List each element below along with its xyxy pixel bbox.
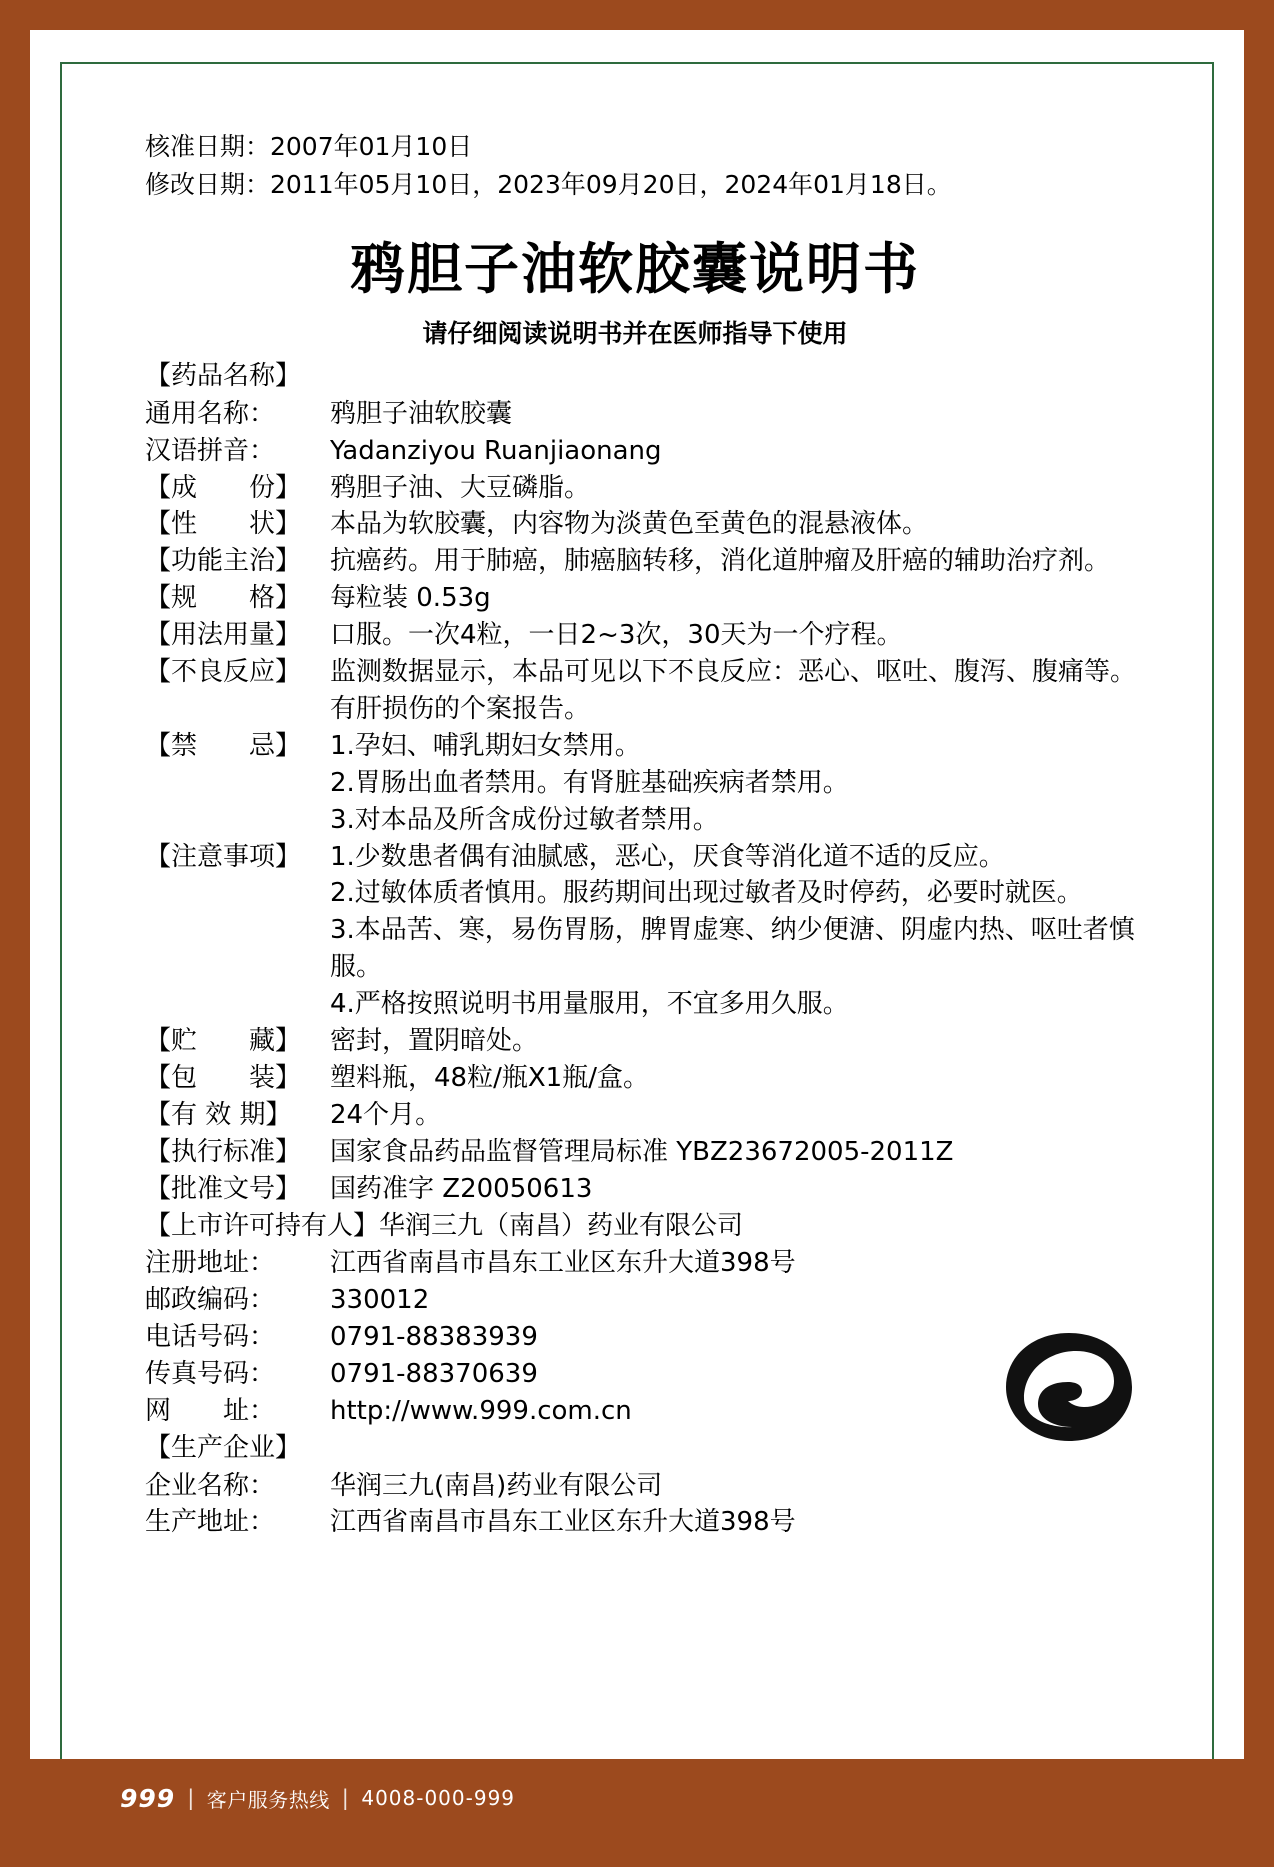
value-packaging: 塑料瓶，48粒/瓶X1瓶/盒。	[330, 1063, 649, 1093]
label-website: 网 址：	[145, 1395, 276, 1426]
footer-bar	[30, 1759, 1244, 1837]
label-contraindications: 【禁 忌】	[145, 730, 302, 761]
section-precautions	[145, 839, 1145, 1024]
value-contraindications	[330, 728, 1145, 839]
value-specification: 每粒装 0.53g	[330, 583, 491, 614]
value-approval-number: 国药准字 Z20050613	[330, 1173, 593, 1204]
value-storage: 密封，置阴暗处。	[330, 1026, 539, 1057]
precaution-item: 1.少数患者偶有油腻感，恶心，厌食等消化道不适的反应。	[330, 841, 1005, 872]
section-drug-name-heading: 【药品名称】	[145, 361, 302, 391]
footer-hotline-label: 客户服务热线	[206, 1787, 330, 1812]
label-approval-number: 【批准文号】	[145, 1173, 302, 1204]
footer-hotline-number: 4008-000-999	[361, 1786, 516, 1810]
label-dosage: 【用法用量】	[145, 620, 302, 651]
precaution-item: 3.本品苦、寒，易伤胃肠，脾胃虚寒、纳少便溏、阴虚内热、呕吐者慎服。	[330, 915, 1135, 983]
value-fax: 0791-88370639	[330, 1359, 538, 1390]
contraindication-item: 2.胃肠出血者禁用。有肾脏基础疾病者禁用。	[330, 767, 849, 798]
value-pinyin: Yadanziyou Ruanjiaonang	[330, 435, 662, 466]
footer-separator-2: |	[341, 1786, 350, 1810]
section-adverse-reactions	[145, 654, 1145, 728]
footer-brand: 999	[120, 1783, 176, 1813]
label-generic-name: 通用名称：	[145, 398, 276, 429]
value-appearance: 本品为软胶囊，内容物为淡黄色至黄色的混悬液体。	[330, 509, 929, 540]
contraindication-item: 3.对本品及所含成份过敏者禁用。	[330, 804, 719, 835]
value-ingredients: 鸦胆子油、大豆磷脂。	[330, 472, 591, 503]
label-adverse-reactions: 【不良反应】	[145, 657, 302, 688]
label-registered-address: 注册地址：	[145, 1248, 276, 1279]
label-packaging: 【包 装】	[145, 1063, 302, 1093]
revision-date: 修改日期：2011年05月10日，2023年09月20日，2024年01月18日。	[145, 169, 952, 199]
section-appearance	[145, 506, 1145, 543]
section-ingredients	[145, 470, 1145, 507]
contraindication-item: 1.孕妇、哺乳期妇女禁用。	[330, 730, 641, 761]
value-phone: 0791-88383939	[330, 1322, 538, 1353]
label-storage: 【贮 藏】	[145, 1026, 302, 1057]
value-company-name: 华润三九(南昌)药业有限公司	[330, 1470, 663, 1501]
value-dosage: 口服。一次4粒，一日2~3次，30天为一个疗程。	[330, 620, 903, 651]
section-shelf-life	[145, 1097, 1145, 1134]
value-generic-name: 鸦胆子油软胶囊	[330, 398, 513, 429]
value-production-address: 江西省南昌市昌东工业区东升大道398号	[330, 1507, 796, 1538]
label-shelf-life: 【有 效 期】	[145, 1099, 292, 1130]
label-ingredients: 【成 份】	[145, 472, 302, 503]
contact-postal-code	[145, 1282, 1145, 1319]
precaution-item: 4.严格按照说明书用量服用，不宜多用久服。	[330, 989, 849, 1020]
section-standard	[145, 1134, 1145, 1171]
section-specification	[145, 580, 1145, 617]
label-company-name: 企业名称：	[145, 1470, 276, 1501]
section-storage	[145, 1023, 1145, 1060]
section-generic-name	[145, 396, 1145, 433]
section-approval-number	[145, 1171, 1145, 1208]
manufacturer-production-address	[145, 1504, 1145, 1541]
page-subtitle: 请仔细阅读说明书并在医师指导下使用	[422, 319, 848, 348]
section-dosage	[145, 617, 1145, 654]
manufacturer-company-name	[145, 1468, 1145, 1505]
section-pinyin	[145, 433, 1145, 470]
footer-content	[120, 1759, 515, 1837]
label-precautions: 【注意事项】	[145, 841, 302, 872]
value-adverse-reactions: 监测数据显示，本品可见以下不良反应：恶心、呕吐、腹泻、腹痛等。有肝损伤的个案报告。	[330, 657, 1137, 724]
label-postal-code: 邮政编码：	[145, 1285, 276, 1316]
label-appearance: 【性 状】	[145, 509, 302, 540]
section-manufacturer-heading: 【生产企业】	[145, 1432, 302, 1463]
section-marketing-holder: 【上市许可持有人】华润三九（南昌）药业有限公司	[145, 1210, 744, 1241]
value-shelf-life: 24个月。	[330, 1099, 442, 1130]
precaution-item: 2.过敏体质者慎用。服药期间出现过敏者及时停药，必要时就医。	[330, 878, 1083, 909]
label-pinyin: 汉语拼音：	[145, 435, 276, 466]
page-title: 鸦胆子油软胶囊说明书	[349, 237, 920, 301]
value-precautions	[330, 839, 1145, 1024]
company-logo-icon	[994, 1327, 1144, 1447]
label-phone: 电话号码：	[145, 1322, 276, 1353]
label-indications: 【功能主治】	[145, 546, 302, 577]
label-production-address: 生产地址：	[145, 1507, 276, 1538]
footer-separator-1: |	[187, 1786, 195, 1810]
value-standard: 国家食品药品监督管理局标准 YBZ23672005-2011Z	[330, 1136, 954, 1167]
label-specification: 【规 格】	[145, 583, 302, 614]
approval-date: 核准日期：2007年01月10日	[145, 132, 473, 161]
section-contraindications	[145, 728, 1145, 839]
value-indications: 抗癌药。用于肺癌，肺癌脑转移，消化道肿瘤及肝癌的辅助治疗剂。	[330, 546, 1111, 577]
value-registered-address: 江西省南昌市昌东工业区东升大道398号	[330, 1248, 796, 1279]
contact-registered-address	[145, 1245, 1145, 1282]
section-packaging	[145, 1060, 1145, 1097]
label-fax: 传真号码：	[145, 1359, 276, 1390]
section-indications	[145, 543, 1145, 580]
value-postal-code: 330012	[330, 1285, 430, 1316]
label-standard: 【执行标准】	[145, 1136, 302, 1167]
value-website[interactable]: http://www.999.com.cn	[330, 1395, 632, 1426]
